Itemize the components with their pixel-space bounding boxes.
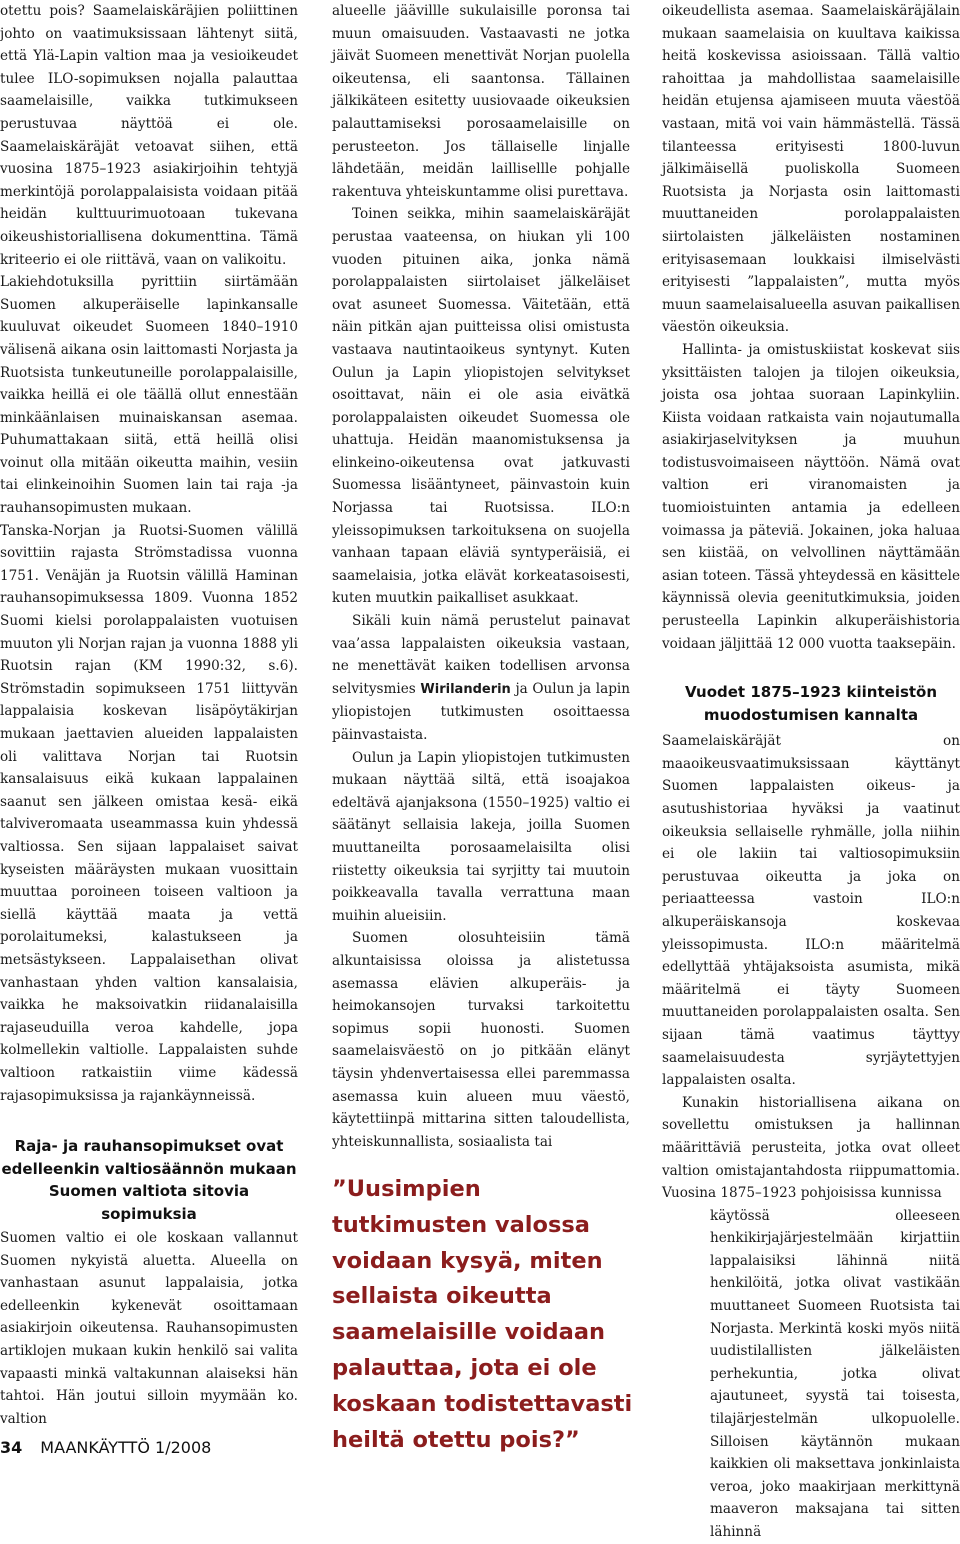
paragraph-text: Sikäli kuin nämä perustelut painavat vaa’assa lappalaisten oikeuksia vastaan, ne menettävät kaiken todellisen arvonsa selvitysmies xyxy=(332,613,630,697)
article-column-1 xyxy=(0,0,298,1430)
pull-quote: ”Uusimpien tutkimusten valossa voidaan kysyä, miten sellaista oikeutta saamelaisille voidaan palauttaa, jota ei ole koskaan todistettavasti heiltä otettu pois?” xyxy=(332,1176,633,1453)
paragraph: alueelle jäävillle sukulaisille poronsa tai muun omaisuuden. Vastaavasti ne jotka jäivät Suomeen menettivät Norjan puolella oikeutensa, eli saantonsa. Tällainen jälkikäteen esitetty uusiovaade oikeuksien palauttamiseksi porosaamelaisille on perusteeton. Jos tällaiselle linjalle lähdetään, meidän laillisellle pohjalle rakentuva yhteiskuntamme olisi purettava. xyxy=(332,3,630,200)
page-footer xyxy=(0,1438,211,1457)
page-number: 34 xyxy=(0,1438,23,1457)
person-name: Wirilanderin xyxy=(420,681,511,697)
article-column-3 xyxy=(662,0,960,1544)
section-heading: Raja- ja rauhansopimukset ovat edelleenkin valtiosäännön mukaan Suomen valtiota sitovia sopimuksia xyxy=(1,1137,297,1223)
paragraph: Suomen olosuhteisiin tämä alkuntaisissa oloissa ja alistetussa asemassa elävien alkuperäis- ja heimokansojen turvaksi tarkoitettu sopimus sopii huonosti. Suomen saamelaisväestö on jo pitkään elänyt täysin yhdenvertaisessa ellei paremmassa asemassa kuin alueen muu väestö, käytettiinpä mittarina sitten taloudellista, yhteiskunnallista, sosiaalista tai xyxy=(332,930,630,1150)
section-heading: Vuodet 1875–1923 kiinteistön muodostumisen kannalta xyxy=(684,683,938,724)
paragraph: Hallinta- ja omistuskiistat koskevat siis yksittäisten talojen ja tilojen oikeuksia, joista osa johtaa suoraan Lapinkyliin. Kiista voidaan ratkaista vain nojautumalla asiakirjaselvityksen ja muuhun todistusvoimaiseen näyttöön. Nämä ovat valtion eri viranomaisten ja tuomioistuinten antamia ja edelleen voimassa ja päteviä. Jokainen, joka haluaa sen kiistää, on velvollinen näyttämään asian toteen. Tässä yhteydessä en käsittele käynnissä olevia geenitutkimuksia, joiden perusteella Lapinkin alkuperäishistoria voidaan jäljittää 12 000 vuotta taaksepäin. xyxy=(662,341,960,652)
paragraph: Saamelaiskäräjät on maaoikeusvaatimuksissaan käyttänyt Suomen lappalaisten oikeus- ja asutushistoriaa hyväksi ja vaatinut oikeuksia sellaiselle ryhmälle, jolla niihin ei ole lakiin tai valtiosopimuksiin perustuvaa oikeutta ja joka on periaatteessa vastoin ILO:n alkuperäiskansoja koskevaa yleissopimusta. ILO:n määritelmä edellyttää yhtäjaksoista asumista, mikä määritelmä ei täyty Suomeen muuttaneiden porolappalaisten osalta. Sen sijaan tämä vaatimus täyttyy saamelaisuudesta syrjäytettyjen lappalaisten osalta. xyxy=(662,733,960,1089)
paragraph: Tanska-Norjan ja Ruotsi-Suomen välillä sovittiin rajasta Strömstadissa vuonna 1751. Venäjän ja Ruotsin välillä Haminan rauhansopimuksessa 1809. Vuonna 1852 Suomi kielsi porolappalaisten vuotuisen muuton yli Norjan rajan ja vuonna 1888 yli Ruotsin rajan (KM 1990:32, s.6). Strömstadin sopimukseen 1751 liittyvän lappalaisia koskevan lisäpöytäkirjan mukaan jaettavien alueiden lappalaisten oli valittava Norjan tai Ruotsin kansalaisuus eikä kukaan lappalainen saanut sen jälkeen omistaa kesä- eikä talviveromaata useammassa kuin yhdessä valtiossa. Sen sijaan lappalaiset saivat kyseisten määräysten mukaan vuosittain muuttaa poroineen toiseen valtioon ja siellä käyttää maata ja vettä porolaitumeksi, kalastukseen ja metsästykseen. Lappalaisethan olivat vanhastaan yhden valtion kansalaisia, vaikka he maksoivatkin riidanalaisilla rajaseuduilla veroa kahdelle, jopa kolmellekin valtiolle. Lappalaisten suhde valtioon ratkaistiin viime kädessä rajasopimuksissa ja rajankäynneissä. xyxy=(0,522,298,1104)
paragraph: oikeudellista asemaa. Saamelaiskäräjälain mukaan saamelaisia on kuultava kaikissa heitä koskevissa asioissaan. Tällä valtio rahoittaa ja mahdollistaa saamelaisille heidän etujensa ajamiseen muuta väestöä vastaan, mitä voi vain hämmästellä. Tässä tilanteessa erityisesti 1800-luvun jälkimäisellä puoliskolla Suomeen Ruotsista ja Norjasta osin laittomasti muuttaneiden porolappalaisten siirtolaisten jälkeläisten nostaminen erityisasemaan loukkaisi ilmiselvästi erityisesti ”lappalaisten”, mutta myös muun saamelaisalueella asuvan paikallisen väestön oikeuksia. xyxy=(662,3,960,336)
paragraph: otettu pois? Saamelaiskäräjien poliittinen johto on vaatimuksissaan lähtenyt siitä, että Ylä-Lapin valtion maa ja vesioikeudet tulee ILO-sopimuksen nojalla palauttaa saamelaisille, vaikka tutkimukseen perustuvaa näyttöä ei ole. Saamelaiskäräjät vetoavat siihen, että vuosina 1875–1923 asiakirjoihin tehtyjä merkintöjä porolappalaisista voidaan pitää heidän kulttuurimuotoaan tukevana oikeushistoriallisena dokumenttina. Tämä kriteerio ei ole riittävä, vaan on valikoitu. xyxy=(0,3,298,268)
article-column-2 xyxy=(332,0,630,1153)
paragraph-text: ja Oulun ja lapin yliopistojen tutkimusten osoittaessa päinvastaista. xyxy=(332,680,630,743)
paragraph: Suomen valtio ei ole koskaan vallannut Suomen nykyistä aluetta. Alueella on vanhastaan asunut lappalaisia, jotka edelleenkin kykenevät osoittamaan asiakirjoin oikeutensa. Rauhansopimusten artiklojen mukaan kukin henkilö sai valita vapaasti minkä valtakunnan alaiseksi hän tahtoi. Hän joutui silloin myymään ko. valtion xyxy=(0,1230,298,1427)
publication-name: MAANKÄYTTÖ 1/2008 xyxy=(40,1438,212,1457)
paragraph: käytössä olleeseen henkikirjajärjestelmään kirjattiin lappalaisiksi lähinnä niitä henkilöitä, jotka olivat vastikään muuttaneet Suomeen Ruotsista tai Norjasta. Merkintä koski myös niitä uudistilallisten jälkeläisten perhekuntia, jotka olivat ajautuneet, syystä tai toisesta, tilajärjestelmän ulkopuolelle. Silloisen käytännön mukaan kaikkien oli maksettava jonkinlaista veroa, joko maakirjaan merkittynä maaveron maksajana tai sitten lähinnä xyxy=(710,1207,960,1540)
paragraph xyxy=(332,610,630,747)
paragraph: Lakiehdotuksilla pyrittiin siirtämään Suomen alkuperäiselle lapinkansalle kuuluvat oikeudet Suomeen 1840–1910 välisenä aikana osin laittomasti Norjasta ja Ruotsista tunkeutuneille porolappalaisille, vaikka heillä ei ole täällä ollut ennestään minkäänlaisen muinaiskansan asemaa. Puhumattakaan siitä, että heillä olisi voinut olla mitään oikeutta maihin, vesiin tai elinkeinoihin Suomen lain tai raja -ja rauhansopimusten mukaan. xyxy=(0,274,298,517)
paragraph: Toinen seikka, mihin saamelaiskäräjät perustaa vaateensa, on hiukan yli 100 vuoden pituinen aika, jonka nämä porolappalaisten siirtolaiset jälkeläiset ovat asuneet Suomessa. Väitetään, että näin pitkän ajan puitteissa olisi omistusta vastaava nautintaoikeus syntynyt. Kuten Oulun ja Lapin yliopistojen selvitykset osoittavat, näin ei ole asia eivätkä porolappalaisten oikeudet Suomessa ole uhattuja. Heidän maanomistuksensa ja elinkeino-oikeutensa ovat jatkuvasti Suomessa lisääntyneet, päinvastoin kuin Norjassa tai Ruotsissa. ILO:n yleissopimuksen tarkoituksena on suojella vanhaan tapaan eläviä syntyperäisiä, ei saamelaisia, jotka elävät korkeatasoisesti, kuten muutkin paikalliset asukkaat. xyxy=(332,206,630,607)
paragraph: Oulun ja Lapin yliopistojen tutkimusten mukaan näyttää siltä, että isoajakoa edeltävä ajanjaksona (1550–1925) valtio ei säätänyt sellaisia lakeja, joilla Suomen muuttaneilta porosaamelaisilta olisi riistetty oikeuksia tai syrjitty tai muutoin poikkeavalla tavalla verrattuna maan muihin alueisiin. xyxy=(332,749,630,924)
paragraph: Kunakin historiallisena aikana on sovellettu omistuksen ja hallinnan määrittäviä perusteita, jotka ovat olleet valtion omistajantahdosta riippumattomia. Vuosina 1875–1923 pohjoisissa kunnissa xyxy=(662,1094,960,1202)
